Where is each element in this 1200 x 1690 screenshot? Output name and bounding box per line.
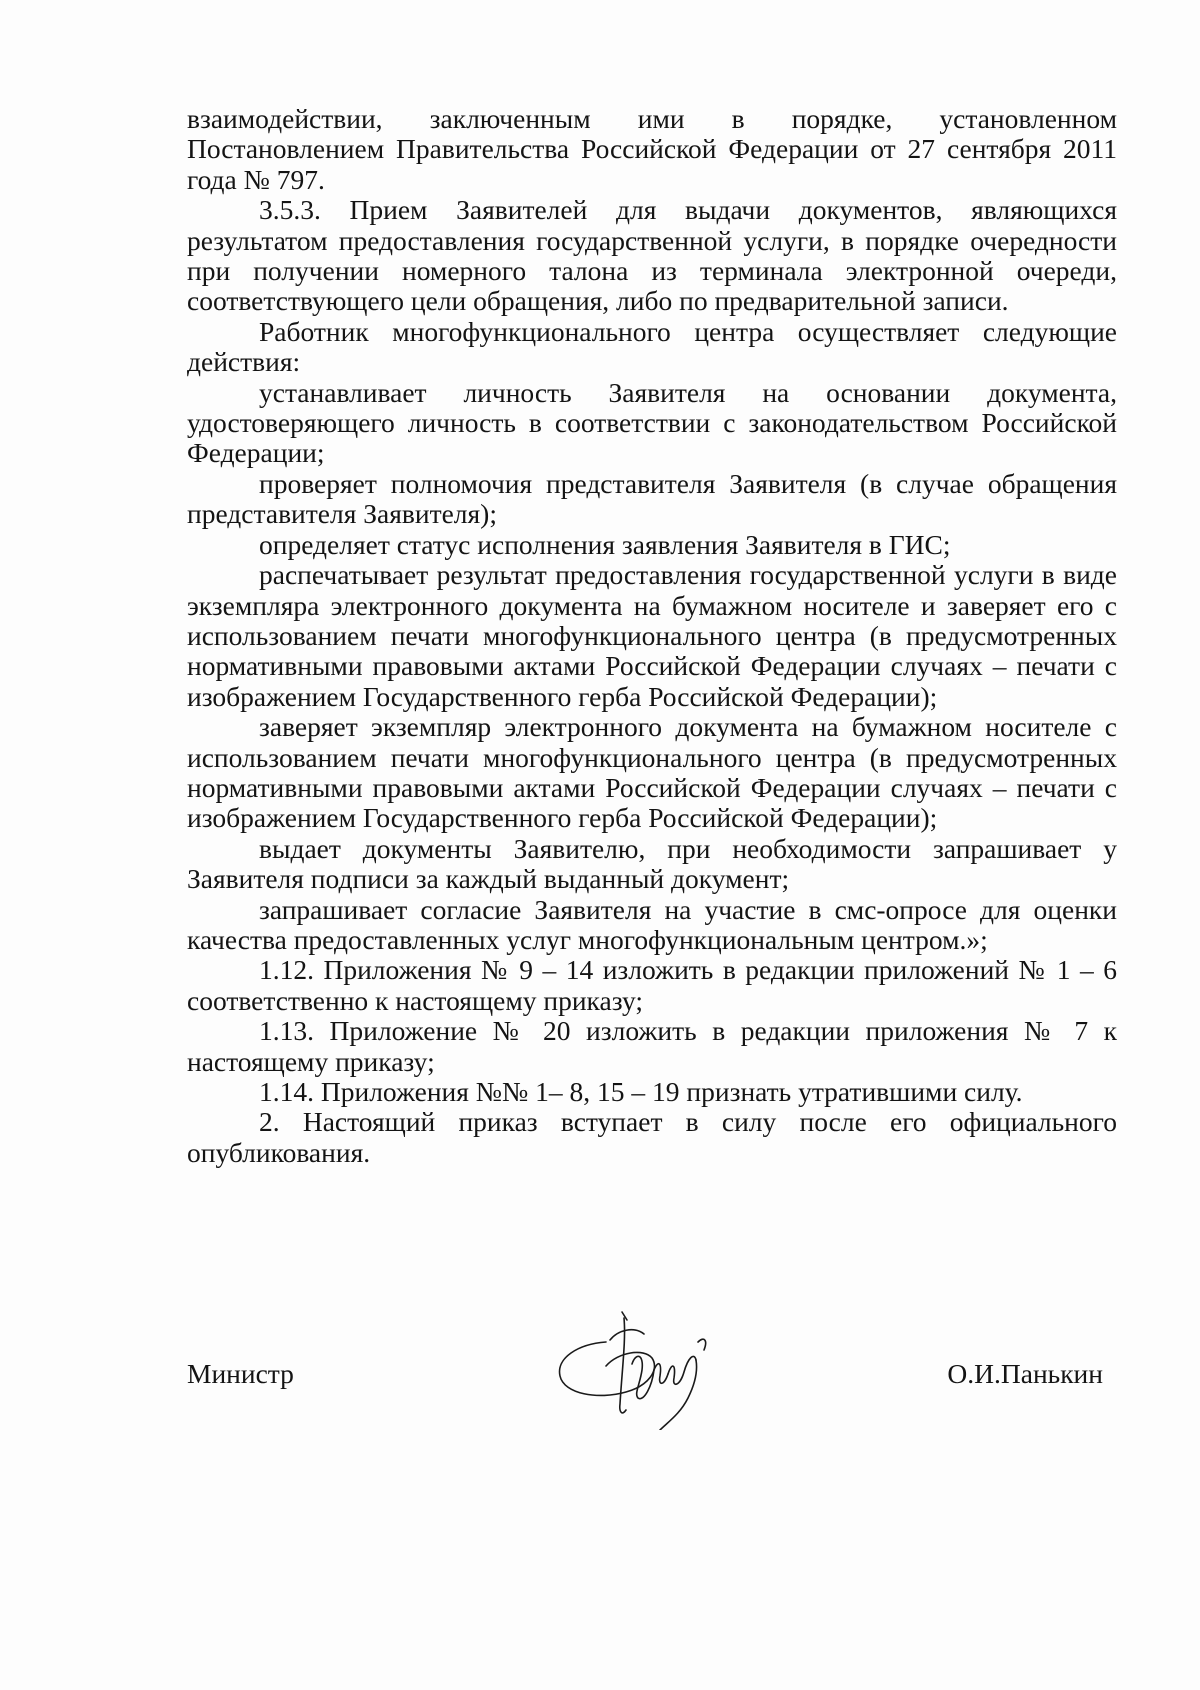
- signatory-name: О.И.Панькин: [947, 1358, 1103, 1389]
- paragraph-item-2: 2. Настоящий приказ вступает в силу после его официального опубликования.: [187, 1106, 1117, 1168]
- paragraph-action-survey: запрашивает согласие Заявителя на участие в смс-опросе для оценки качества предоставленных услуг многофункциональным центром.»;: [187, 893, 1117, 955]
- paragraph-item-1-13: 1.13. Приложение № 20 изложить в редакции приложения № 7 к настоящему приказу;: [187, 1015, 1117, 1077]
- paragraph-worker-actions: Работник многофункционального центра осуществляет следующие действия:: [187, 315, 1117, 378]
- paragraph-action-issue: выдает документы Заявителю, при необходимости запрашивает у Заявителя подписи за каждый выданный документ;: [187, 832, 1117, 895]
- signatory-position: Министр: [187, 1358, 294, 1389]
- paragraph-action-verify-authority: проверяет полномочия представителя Заявителя (в случае обращения представителя Заявителя);: [187, 467, 1117, 530]
- signature-block: [187, 1358, 1117, 1418]
- paragraph-action-identify: устанавливает личность Заявителя на основании документа, удостоверяющего личность в соответствии с законодательством Российской Федерации;: [187, 376, 1117, 469]
- paragraph-action-status: определяет статус исполнения заявления Заявителя в ГИС;: [259, 528, 951, 560]
- paragraph-item-3-5-3: 3.5.3. Прием Заявителей для выдачи документов, являющихся результатом предоставления государственной услуги, в порядке очередности при получении номерного талона из терминала электронной очереди, соответствующего цели обращения, либо по предварительной записи.: [187, 194, 1117, 317]
- paragraph-continuation: взаимодействии, заключенным ими в порядке, установленном Постановлением Правительства Российской Федерации от 27 сентября 2011 года № 797.: [187, 103, 1117, 195]
- paragraph-item-1-14: 1.14. Приложения №№ 1– 8, 15 – 19 признать утратившими силу.: [259, 1076, 1023, 1107]
- paragraph-action-print: распечатывает результат предоставления государственной услуги в виде экземпляра электронного документа на бумажном носителе и заверяет его с использованием печати многофункционального центра (в предусмотренных нормативными правовыми актами Российской Федерации случаях – печати с изображением Государственного герба Российской Федерации);: [187, 559, 1117, 712]
- paragraph-action-certify: заверяет экземпляр электронного документа на бумажном носителе с использованием печати многофункционального центра (в предусмотренных нормативными правовыми актами Российской Федерации случаях – печати с изображением Государственного герба Российской Федерации);: [187, 711, 1117, 834]
- paragraph-item-1-12: 1.12. Приложения № 9 – 14 изложить в редакции приложений № 1 – 6 соответственно к настоящему приказу;: [187, 954, 1117, 1016]
- document-body: [187, 104, 1117, 1168]
